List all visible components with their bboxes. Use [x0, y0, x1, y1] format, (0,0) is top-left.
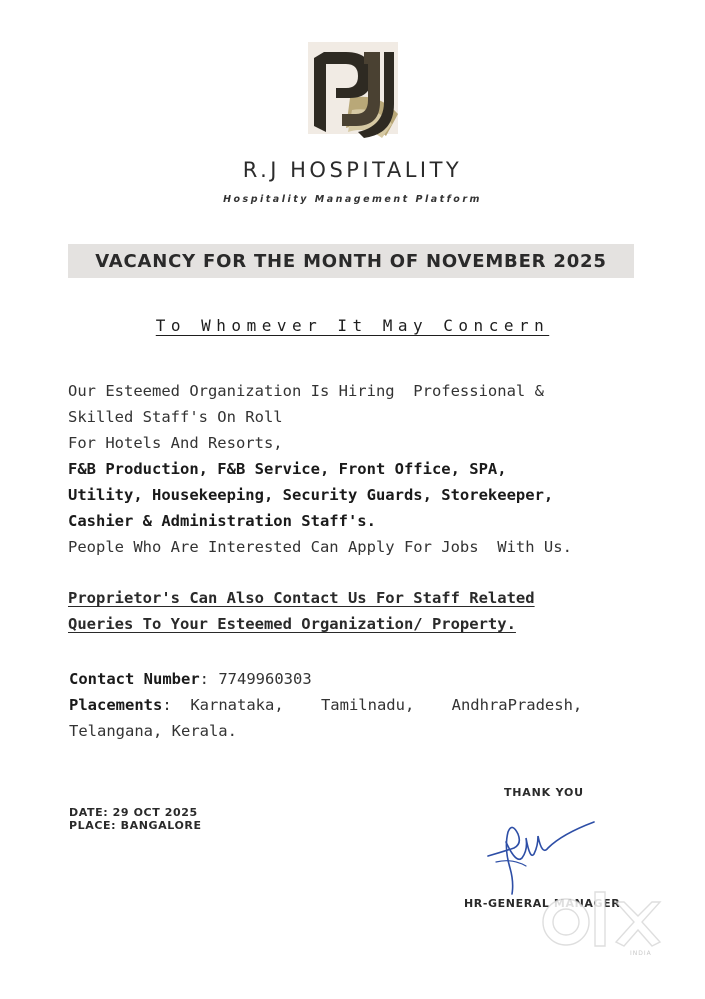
- roles-line: Utility, Housekeeping, Security Guards, Storekeeper,: [68, 486, 554, 504]
- placements-label: Placements: [69, 696, 163, 714]
- company-logo: [306, 40, 402, 150]
- company-name: R.J HOSPITALITY: [242, 158, 463, 182]
- contact-section: [69, 666, 669, 744]
- body-paragraph: [68, 378, 668, 560]
- proprietor-note-line: Queries To Your Esteemed Organization/ Property.: [68, 615, 516, 633]
- vacancy-banner-title: VACANCY FOR THE MONTH OF NOVEMBER 2025: [95, 250, 607, 272]
- body-line: Skilled Staff's On Roll: [68, 408, 283, 426]
- placements-value: Karnataka, Tamilnadu, AndhraPradesh,: [190, 696, 583, 714]
- contact-number-value: 7749960303: [218, 670, 312, 688]
- apply-line: People Who Are Interested Can Apply For Jobs With Us.: [68, 538, 572, 556]
- company-tagline: Hospitality Management Platform: [223, 194, 482, 205]
- placements-row-continued: Telangana, Kerala.: [69, 722, 237, 740]
- placements-row: Placements: Karnataka, Tamilnadu, AndhraPradesh,: [69, 696, 583, 714]
- svg-text:INDIA: INDIA: [630, 950, 652, 957]
- olx-watermark: [538, 886, 672, 958]
- salutation: To Whomever It May Concern: [155, 316, 550, 335]
- proprietor-note: [68, 585, 668, 637]
- roles-line: Cashier & Administration Staff's.: [68, 512, 376, 530]
- body-line: Our Esteemed Organization Is Hiring Professional &: [68, 382, 544, 400]
- contact-number-row: Contact Number: 7749960303: [69, 670, 312, 688]
- body-line: For Hotels And Resorts,: [68, 434, 283, 452]
- proprietor-note-line: Proprietor's Can Also Contact Us For Staff Related: [68, 589, 535, 607]
- place-text: PLACE: BANGALORE: [69, 819, 202, 832]
- signatory-title: HR-GENERAL MANAGER: [464, 897, 621, 910]
- date-place-block: [69, 806, 202, 832]
- roles-line: F&B Production, F&B Service, Front Office, SPA,: [68, 460, 507, 478]
- thank-you-text: THANK YOU: [504, 786, 584, 799]
- contact-number-label: Contact Number: [69, 670, 200, 688]
- vacancy-banner: [68, 244, 634, 278]
- date-text: DATE: 29 OCT 2025: [69, 806, 198, 819]
